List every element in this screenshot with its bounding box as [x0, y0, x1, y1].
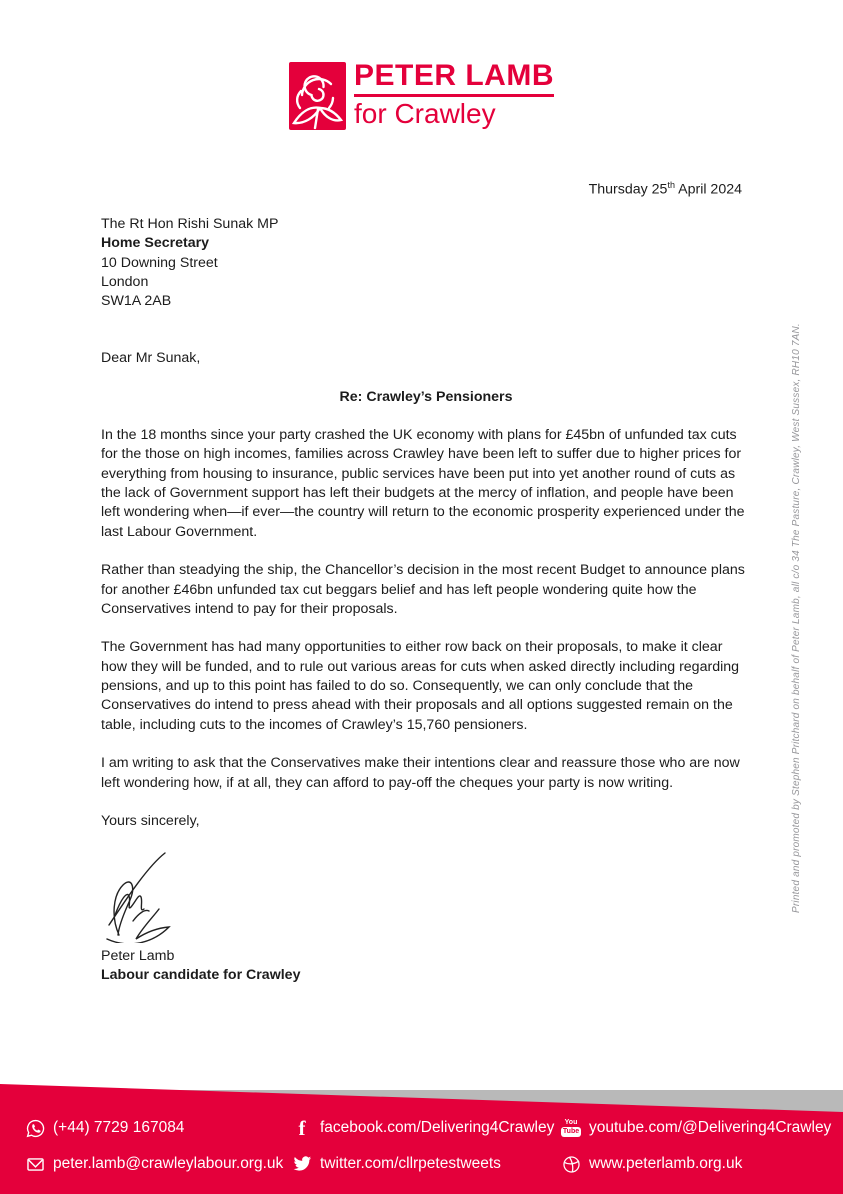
footer-youtube[interactable] [561, 1118, 831, 1138]
youtube-icon-you: You [564, 1119, 578, 1126]
letterhead [0, 59, 843, 135]
footer-facebook-text: facebook.com/Delivering4Crawley [320, 1119, 555, 1136]
footer-twitter-text: twitter.com/cllrpetestweets [320, 1155, 501, 1172]
salutation: Dear Mr Sunak, [101, 350, 201, 366]
recipient-street: 10 Downing Street [101, 254, 218, 271]
whatsapp-icon [25, 1118, 45, 1138]
email-icon [25, 1154, 45, 1174]
date-ordinal: th [667, 180, 675, 190]
letter-body [101, 349, 751, 1005]
footer-facebook[interactable] [292, 1118, 554, 1138]
date-suffix: April 2024 [674, 181, 742, 198]
paragraph-1: In the 18 months since your party crashed the UK economy with plans for £45bn of unfunded tax cuts for the those on high incomes, families across Crawley have been left to suffer due to higher prices for everything from housing to insurance, public services have been put into yet another round of cuts as the lack of Government support has left their budgets at the mercy of inflation, and people have been left wondering when—if ever—the country will return to the economic prosperity experienced under the last Labour Government. [101, 427, 745, 540]
paragraph-4: I am writing to ask that the Conservatives make their intentions clear and reassure those who are now left wondering how, if at all, they can afford to pay-off the cheques your party is now writing. [101, 755, 740, 791]
footer-website-text: www.peterlamb.org.uk [589, 1155, 743, 1172]
twitter-icon [292, 1154, 312, 1174]
signature-scribble [103, 851, 223, 943]
youtube-icon [561, 1118, 581, 1138]
letterhead-text [354, 59, 554, 129]
letterhead-tagline: for Crawley [354, 98, 496, 129]
recipient-city: London [101, 273, 149, 290]
youtube-icon-tube: Tube [562, 1128, 580, 1135]
letter-date [589, 176, 742, 200]
footer-youtube-text: youtube.com/@Delivering4Crawley [589, 1119, 832, 1136]
footer-phone-text: (+44) 7729 167084 [53, 1119, 185, 1136]
footer-twitter[interactable] [292, 1154, 501, 1174]
footer-email[interactable] [25, 1154, 283, 1174]
footer-email-text: peter.lamb@crawleylabour.org.uk [53, 1155, 284, 1172]
imprint-text: Printed and promoted by Stephen Pritchard on behalf of Peter Lamb, all c/o 34 The Pasture, Crawley, West Sussex, RH10 7AN. [791, 323, 802, 913]
signatory-name: Peter Lamb [101, 947, 175, 964]
paragraph-3: The Government has had many opportunities to either row back on their proposals, to make it clear how they will be funded, and to rule out various areas for cuts when asked directly including regarding pensions, and up to this point has failed to do so. Consequently, we can only conclude that the Conservatives do intend to press ahead with their proposals and all options suggested remain on the table, including cuts to the incomes of Crawley’s 15,760 pensioners. [101, 639, 740, 733]
date-prefix: Thursday 25 [588, 181, 668, 198]
recipient-name: The Rt Hon Rishi Sunak MP [101, 216, 279, 232]
recipient-address [101, 215, 278, 311]
subject-line: Re: Crawley’s Pensioners [339, 388, 513, 405]
facebook-glyph: f [298, 1116, 306, 1140]
recipient-postcode: SW1A 2AB [101, 293, 172, 310]
paragraph-2: Rather than steadying the ship, the Chancellor’s decision in the most recent Budget to announce plans for another £46bn unfunded tax cut beggars belief and has left people wondering quite how the Conservatives intend to pay for their proposals. [101, 562, 745, 617]
signature-block [101, 851, 751, 986]
recipient-title: Home Secretary [101, 235, 210, 252]
facebook-icon [292, 1118, 312, 1138]
letterhead-name: PETER LAMB [354, 62, 554, 97]
labour-rose-icon [289, 62, 346, 135]
globe-icon [561, 1154, 581, 1174]
footer-phone[interactable] [25, 1118, 184, 1138]
valediction: Yours sincerely, [101, 813, 200, 830]
signatory-role: Labour candidate for Crawley [101, 967, 301, 984]
footer-website[interactable] [561, 1154, 742, 1174]
